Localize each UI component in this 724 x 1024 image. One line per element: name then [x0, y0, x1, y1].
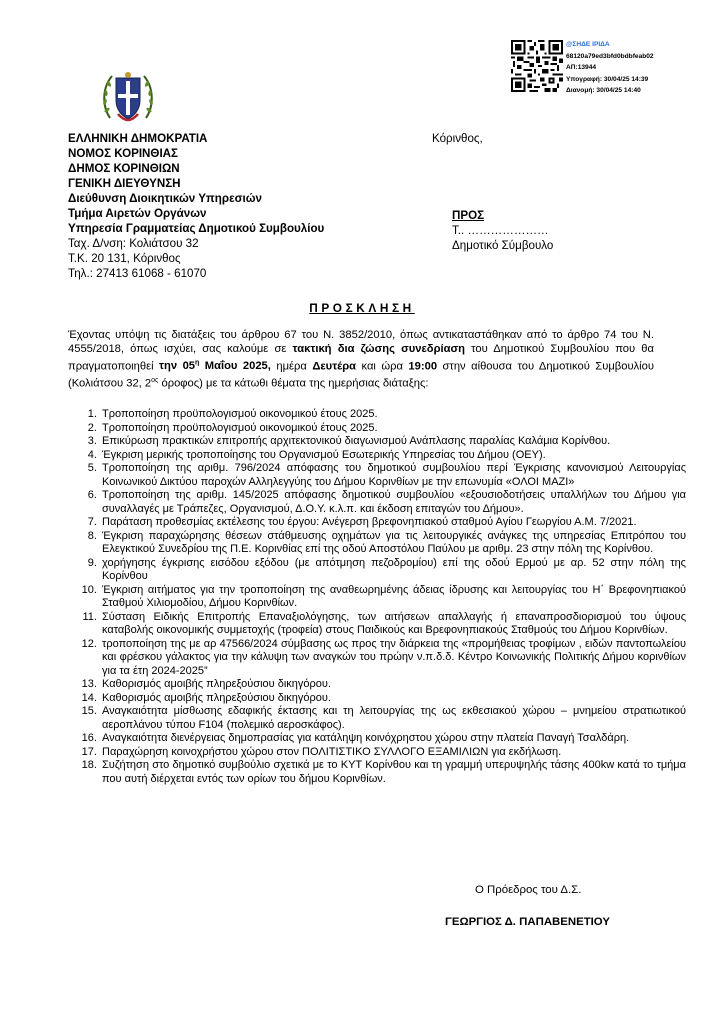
agenda-item: 12. τροποποίηση της με αρ 47566/2024 σύμβασης ως προς την διάρκεια της «προμήθειας τροφίμων , ειδών παντοπωλείου και φρέσκου γάλακτος για την κάλυψη των αναγκών του πρώην ν.π.δ.δ. Κέντρο Κοινωνικής Πολιτικής Δήμου κορινθίων για τα έτη 2024-2025” [100, 638, 686, 679]
header-prefecture: ΝΟΜΟΣ ΚΟΡΙΝΘΙΑΣ [68, 147, 178, 160]
agenda-item: 8. Έγκριση παραχώρησης θέσεων στάθμευσης οχημάτων για τις λειτουργικές ανάγκες της υπηρεσίας Επιτρόπου του Ελεγκτικού Συνεδρίου της Π.Ε. Κορινθίας επί της οδού Αποστόλου Παύλου με αριθμ. 23 στην πόλη της Κορίνθου. [100, 530, 686, 557]
agenda-item: 5. Τροποποίηση της αριθμ. 796/2024 απόφασης του δημοτικού συμβουλίου περί Έγκρισης κανονισμού Λειτουργίας Κοινωνικού Δικτύου παροχών Αλληλεγγύης του Δήμου Κορινθίων με την επωνυμία «ΟΛΟΙ ΜΑΖΙ» [100, 462, 686, 489]
header-republic: ΕΛΛΗΝΙΚΗ ΔΗΜΟΚΡΑΤΙΑ [68, 132, 208, 145]
agenda-item: 6. Τροποποίηση της αριθμ. 145/2025 απόφασης δημοτικού συμβουλίου «εξουσιοδοτήσεις υπαλλήλων του Δήμου για συναλλαγές με Τράπεζες, Οργανισμού, Δ.Ο.Υ. κ.λ.π. και έκδοση επιταγών του Δήμου». [100, 489, 686, 516]
recipient-label: ΠΡΟΣ [452, 209, 485, 222]
header-general-directorate: ΓΕΝΙΚΗ ΔΙΕΥΘΥΝΣΗ [68, 177, 181, 190]
agenda-item: 13. Καθορισμός αμοιβής πληρεξούσιου δικηγόρου. [100, 678, 686, 692]
stamp-brand: @ΣΗΔΕ ΙΡΙΔΑ [566, 41, 610, 48]
agenda-item: 15. Αναγκαιότητα μίσθωσης εδαφικής έκτασης και τη λειτουργίας της ως εκθεσιακού χώρου – μνημείου στρατιωτικού αεροπλάνου τύπου F104 (πολεμικό αεροσκάφος). [100, 705, 686, 732]
signature-role: Ο Πρόεδρος του Δ.Σ. [475, 884, 582, 896]
header-phone: Τηλ.: 27413 61068 - 61070 [68, 267, 207, 280]
header-department: Τμήμα Αιρετών Οργάνων [68, 207, 207, 220]
recipient-role: Δημοτικό Σύμβουλο [452, 239, 554, 252]
agenda-item: 4. Έγκριση μερικής τροποποίησης του Οργανισμού Εσωτερικής Υπηρεσίας του Δήμου (ΟΕΥ). [100, 449, 686, 463]
agenda-item: 16. Αναγκαιότητα διενέργειας δημοπρασίας για κατάληψη κοινόχρηστου χώρου στην πλατεία Παναγή Τσαλδάρη. [100, 732, 686, 746]
agenda-item: 1. Τροποποίηση προϋπολογισμού οικονομικού έτους 2025. [100, 408, 686, 422]
stamp-protocol-number: ΑΠ:13944 [566, 64, 597, 71]
agenda-item: 18. Συζήτηση στο δημοτικό συμβούλιο σχετικά με το ΚΥΤ Κορίνθου και τη γραμμή υπερυψηλής τάσης 400kw κατά το τμήμα που αυτή διέρχεται εντός των ορίων του δήμου Κορινθίων. [100, 759, 686, 786]
agenda-item: 3. Επικύρωση πρακτικών επιτροπής αρχιτεκτονικού διαγωνισμού Ανάπλασης παραλίας Καλάμια Κορίνθου. [100, 435, 686, 449]
hellenic-republic-emblem [100, 66, 156, 128]
stamp-hash: 68120a79ed3bfd0bdbfeab02 [566, 53, 654, 60]
agenda-list [68, 408, 686, 786]
agenda-item: 14. Καθορισμός αμοιβής πληρεξούσιου δικηγόρου. [100, 692, 686, 706]
agenda-item: 10. Έγκριση αιτήματος για την τροποποίηση της αναθεωρημένης άδειας ίδρυσης και λειτουργίας του Η΄ Βρεφονηπιακού Σταθμού Χιλιομοδίου, Δήμου Κορινθίων. [100, 584, 686, 611]
signature-name: ΓΕΩΡΓΙΟΣ Δ. ΠΑΠΑΒΕΝΕΤΙΟΥ [445, 916, 610, 928]
place-date: Κόρινθος, [432, 132, 483, 145]
header-address: Ταχ. Δ/νση: Κολιάτσου 32 [68, 237, 199, 250]
intro-paragraph: Έχοντας υπόψη τις διατάξεις του άρθρου 67 του Ν. 3852/2010, όπως αντικαταστάθηκαν από το άρθρο 74 του Ν. 4555/2018, όπως ισχύει, σας καλούμε σε τακτική δια ζώσης συνεδρίαση του Δημοτικού Συμβουλίου που θα πραγματοποιηθεί την $05^\eta$ Μαΐου 2025, ημέρα Δευτέρα και ώρα 19:00 στην αίθουσα του Δημοτικού Συμβουλίου (Κολιάτσου 32, $2^{o\varsigma}$ όροφος) με τα κάτωθι θέματα της ημερήσιας διάταξης: [68, 329, 654, 390]
header-postal-code: Τ.Κ. 20 131, Κόρινθος [68, 252, 181, 265]
recipient-name: Τ.. ………………… [452, 224, 549, 237]
qr-code [511, 40, 563, 92]
stamp-distribution-date: Διανομή: 30/04/25 14:40 [566, 87, 641, 94]
document-title: ΠΡΟΣΚΛΗΣΗ [309, 301, 415, 315]
agenda-item: 11. Σύσταση Ειδικής Επιτροπής Επαναξιολόγησης, των αιτήσεων απαλλαγής ή επαναπροσδιορισμού του ύψους καταβολής οικονομικής συμμετοχής (τροφεία) στους Παιδικούς και Βρεφονηπιακούς Σταθμούς του Δήμου Κορινθίων. [100, 611, 686, 638]
header-directorate: Διεύθυνση Διοικητικών Υπηρεσιών [68, 192, 262, 205]
header-municipality: ΔΗΜΟΣ ΚΟΡΙΝΘΙΩΝ [68, 162, 180, 175]
agenda-item: 2. Τροποποίηση προϋπολογισμού οικονομικού έτους 2025. [100, 422, 686, 436]
header-service: Υπηρεσία Γραμματείας Δημοτικού Συμβουλίου [68, 222, 325, 235]
stamp-signed-date: Υπογραφή: 30/04/25 14:39 [566, 76, 649, 83]
agenda-item: 17. Παραχώρηση κοινοχρήστου χώρου στον ΠΟΛΙΤΙΣΤΙΚΟ ΣΥΛΛΟΓΟ ΕΞΑΜΙΛΙΩΝ για εκδήλωση. [100, 746, 686, 760]
agenda-item: 9. χορήγησης έγκρισης εισόδου εξόδου (με απότμηση πεζοδρομίου) επί της οδού Ερμού με αρ. 52 στην πόλη της Κορίνθου [100, 557, 686, 584]
agenda-item: 7. Παράταση προθεσμίας εκτέλεσης του έργου: Ανέγερση βρεφονηπιακού σταθμού Αγίου Γεωργίου Α.Μ. 7/2021. [100, 516, 686, 530]
